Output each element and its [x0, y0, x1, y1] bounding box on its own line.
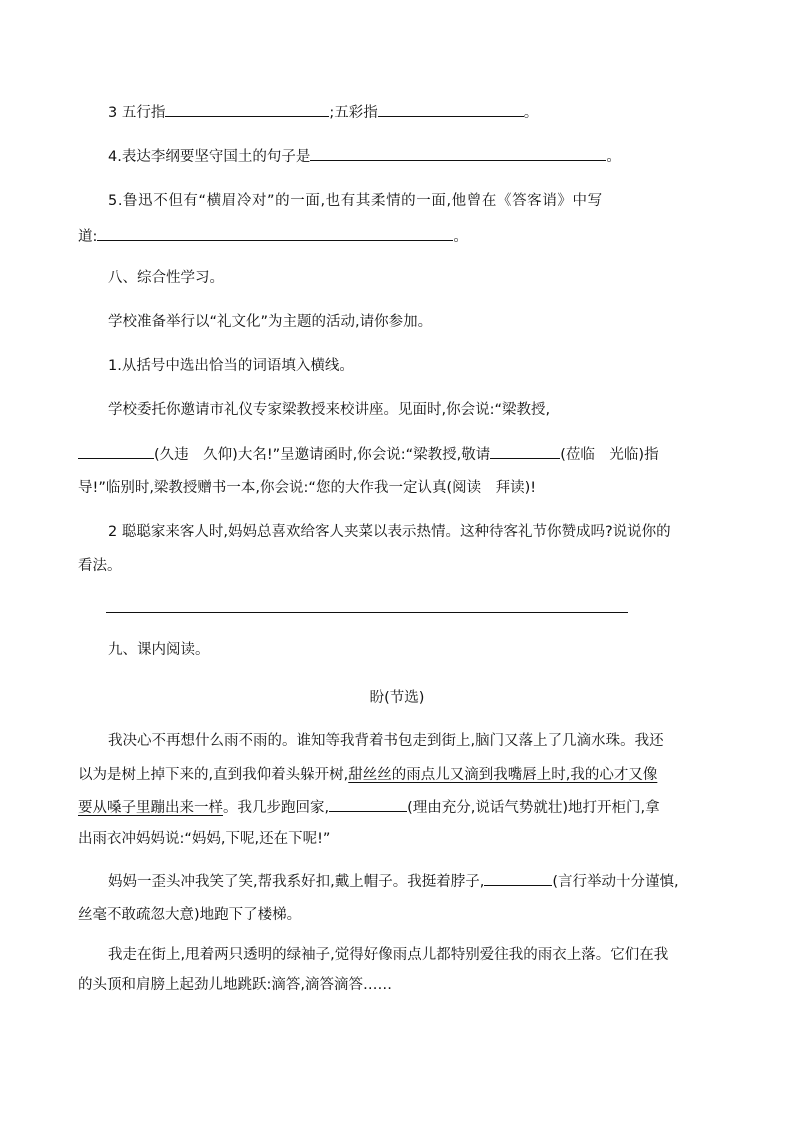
passage-p3-line-2: 的头顶和肩膀上起劲儿地跳跃:滴答,滴答滴答…… — [78, 977, 392, 993]
question-8-1-label: 1.从括号中选出恰当的词语填入横线。 — [108, 358, 354, 374]
passage-text: 。我几步跑回家, — [223, 800, 330, 816]
question-text: (久违 久仰)大名!”呈邀请函时,你会说:“梁教授,敬请 — [154, 447, 491, 463]
question-3 — [108, 102, 538, 123]
passage-p1-line-2 — [78, 765, 657, 785]
question-8-2-line-1: 2 聪聪家来客人时,妈妈总喜欢给客人夹菜以表示热情。这种待客礼节你赞成吗?说说你的 — [108, 524, 671, 540]
passage-p3-line-1: 我走在街上,甩着两只透明的绿袖子,觉得好像雨点儿都特别爱往我的雨衣上落。它们在我 — [108, 947, 669, 963]
passage-p1-line-4: 出雨衣冲妈妈说:“妈妈,下呢,还在下呢!” — [78, 831, 331, 847]
passage-text: 以为是树上掉下来的,直到我仰着头躲开树, — [78, 767, 349, 783]
question-8-1-line-1: 学校委托你邀请市礼仪专家梁教授来校讲座。见面时,你会说:“梁教授, — [108, 402, 551, 418]
answer-blank[interactable] — [490, 444, 560, 459]
passage-p1-line-3 — [78, 797, 660, 818]
punctuation: 。 — [523, 105, 539, 121]
question-8-1-line-2 — [78, 444, 659, 465]
answer-blank[interactable] — [97, 226, 453, 241]
answer-blank[interactable] — [484, 871, 552, 886]
underlined-sentence: 要从嗓子里蹦出来一样 — [78, 800, 223, 816]
question-3-text-a: 3 五行指 — [108, 105, 166, 121]
punctuation: 。 — [606, 149, 621, 165]
punctuation: 。 — [453, 229, 468, 245]
answer-blank[interactable] — [378, 102, 524, 117]
question-text: (莅临 光临)指 — [560, 447, 659, 463]
passage-text: (言行举动十分谨慎, — [552, 874, 679, 890]
answer-line[interactable] — [106, 612, 628, 613]
section-8-heading: 八、综合性学习。 — [108, 270, 224, 286]
question-3-text-b: ;五彩指 — [329, 105, 378, 121]
question-4 — [108, 146, 621, 167]
question-5-line-1: 5.鲁迅不但有“横眉冷对”的一面,也有其柔情的一面,他曾在《答客诮》中写 — [108, 193, 603, 209]
answer-blank[interactable] — [165, 102, 329, 117]
passage-text: (理由充分,说话气势就壮)地打开柜门,拿 — [407, 800, 660, 816]
section-9-heading: 九、课内阅读。 — [108, 642, 210, 658]
question-8-1-line-3: 导!”临别时,梁教授赠书一本,你会说:“您的大作我一定认真(阅读 拜读)! — [78, 480, 537, 496]
answer-blank[interactable] — [310, 146, 606, 161]
passage-p2-line-2: 丝毫不敢疏忽大意)地跑下了楼梯。 — [78, 907, 302, 923]
passage-title: 盼(节选) — [369, 690, 425, 706]
question-8-2-line-2: 看法。 — [78, 558, 122, 574]
passage-p2-line-1 — [108, 871, 679, 892]
passage-p1-line-1: 我决心不再想什么雨不雨的。谁知等我背着书包走到街上,脑门又落上了几滴水珠。我还 — [108, 733, 664, 749]
answer-blank[interactable] — [329, 797, 407, 812]
question-4-text: 4.表达李纲要坚守国土的句子是 — [108, 149, 311, 165]
question-5-line-2 — [78, 226, 468, 247]
section-8-intro: 学校准备举行以“礼文化”为主题的活动,请你参加。 — [108, 314, 433, 330]
passage-text: 妈妈一歪头冲我笑了笑,帮我系好扣,戴上帽子。我挺着脖子, — [108, 874, 485, 890]
question-5-text: 道: — [78, 229, 98, 245]
answer-blank[interactable] — [78, 444, 154, 459]
underlined-sentence: 甜丝丝的雨点儿又滴到我嘴唇上时,我的心才又像 — [348, 767, 658, 783]
